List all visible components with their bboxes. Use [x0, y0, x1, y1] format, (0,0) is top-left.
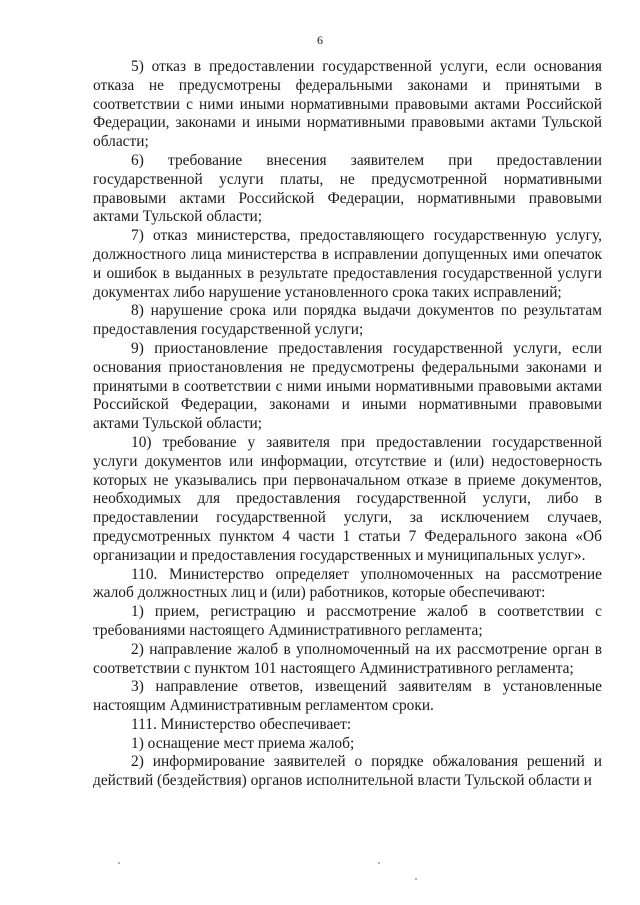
paragraph-clause-110: 110. Министерство определяет уполномоченных на рассмотрение жалоб должностных лиц и (или) работников, которые обеспечивают:	[93, 565, 602, 602]
paragraph-110-item-1: 1) прием, регистрацию и рассмотрение жалоб в соответствии с требованиями настоящего Административного регламента;	[93, 603, 602, 639]
paragraph-110-item-3: 3) направление ответов, извещений заявителям в установленные настоящим Административным регламентом сроки.	[93, 678, 602, 715]
paragraph-clause-111: 111. Министерство обеспечивает:	[131, 715, 352, 733]
paragraph-111-item-1: 1) оснащение мест приема жалоб;	[131, 734, 355, 752]
paragraph-item-9: 9) приостановление предоставления государственной услуги, если основания приостановления не предусмотрены федеральными законами и принятыми в соответствии с ними иными нормативными правовыми актами Российской Федерации, законами и иными нормативными правовыми актами Тульской области;	[93, 339, 602, 433]
paragraph-110-item-2: 2) направление жалоб в уполномоченный на их рассмотрение орган в соответствии с пунктом 101 настоящего Административного регламента;	[93, 640, 602, 677]
paragraph-item-7: 7) отказ министерства, предоставляющего государственную услугу, должностного лица министерства в исправлении допущенных ими опечаток и ошибок в выданных в результате предоставления государственной услуги документах либо нарушение установленного срока таких исправлений;	[93, 227, 602, 301]
paragraph-111-item-2: 2) информирование заявителей о порядке обжалования решений и действий (бездействия) органов исполнительной власти Тульской области и	[93, 753, 602, 790]
scan-speck	[118, 862, 120, 864]
scan-speck	[378, 862, 380, 864]
paragraph-item-8: 8) нарушение срока или порядка выдачи документов по результатам предоставления государственной услуги;	[93, 302, 602, 339]
document-body	[93, 58, 602, 791]
paragraph-item-6: 6) требование внесения заявителем при предоставлении государственной услуги платы, не предусмотренной нормативными правовыми актами Российской Федерации, нормативными правовыми актами Тульской области;	[93, 151, 602, 226]
paragraph-item-10: 10) требование у заявителя при предоставлении государственной услуги документов или информации, отсутствие и (или) недостоверность которых не указывались при первоначальном отказе в приеме документов, необходимых для предоставления государственной услуги, либо в предоставлении государственной услуги, за исключением случаев, предусмотренных пунктом 4 части 1 статьи 7 Федерального закона «Об организации и предоставления государственных и муниципальных услуг».	[93, 433, 602, 564]
page-number: 6	[317, 33, 323, 47]
scan-speck	[415, 878, 417, 880]
paragraph-item-5: 5) отказ в предоставлении государственной услуги, если основания отказа не предусмотрены федеральными законами и принятыми в соответствии с ними иными нормативными правовыми актами Российской Федерации, законами и иными нормативными правовыми актами Тульской области;	[93, 58, 602, 151]
